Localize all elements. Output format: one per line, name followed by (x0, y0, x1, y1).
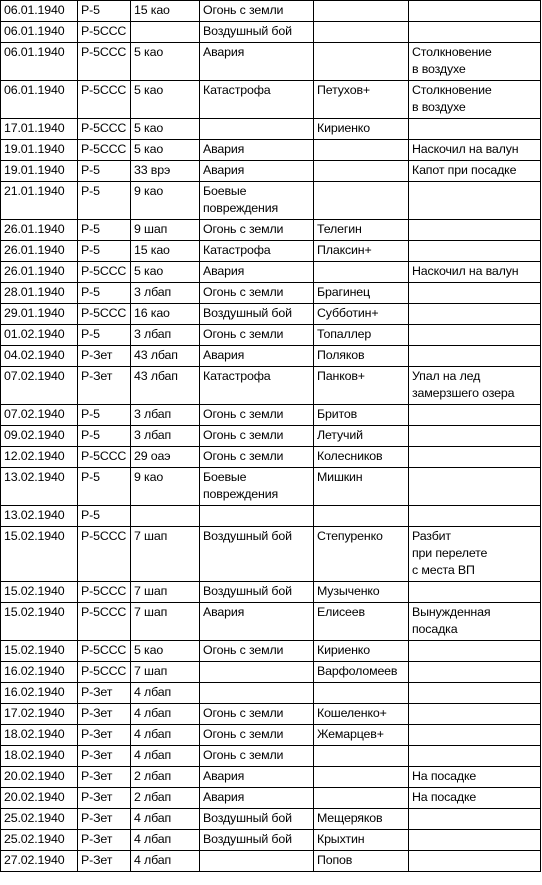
pilot-cell (314, 262, 409, 283)
date-cell: 12.02.1940 (1, 447, 78, 468)
date-cell: 07.02.1940 (1, 367, 78, 405)
unit-cell: 3 лбап (131, 405, 200, 426)
note-cell (409, 809, 541, 830)
cause-cell: Катастрофа (200, 241, 314, 262)
aircraft-type-cell: Р-Зет (78, 367, 131, 405)
cause-cell: Огонь с земли (200, 426, 314, 447)
note-cell: Капот при посадке (409, 161, 541, 182)
unit-cell: 15 као (131, 1, 200, 22)
aircraft-type-cell: Р-5ССС (78, 662, 131, 683)
unit-cell: 4 лбап (131, 683, 200, 704)
cause-cell: Боевые повреждения (200, 468, 314, 506)
cause-cell (200, 119, 314, 140)
cause-cell: Огонь с земли (200, 725, 314, 746)
date-cell: 04.02.1940 (1, 346, 78, 367)
table-row (1, 603, 541, 641)
unit-cell: 43 лбап (131, 367, 200, 405)
pilot-cell (314, 683, 409, 704)
pilot-cell: Варфоломеев (314, 662, 409, 683)
table-row (1, 527, 541, 582)
table-row (1, 367, 541, 405)
unit-cell: 5 као (131, 119, 200, 140)
unit-cell: 4 лбап (131, 725, 200, 746)
date-cell: 21.01.1940 (1, 182, 78, 220)
aircraft-type-cell: Р-5ССС (78, 22, 131, 43)
cause-cell: Авария (200, 140, 314, 161)
note-cell: На посадке (409, 788, 541, 809)
unit-cell: 5 као (131, 43, 200, 81)
date-cell: 25.02.1940 (1, 830, 78, 851)
cause-cell: Огонь с земли (200, 220, 314, 241)
aircraft-type-cell: Р-5 (78, 405, 131, 426)
pilot-cell: Колесников (314, 447, 409, 468)
aircraft-type-cell: Р-5ССС (78, 81, 131, 119)
table-row (1, 725, 541, 746)
pilot-cell: Бритов (314, 405, 409, 426)
aircraft-type-cell: Р-5 (78, 182, 131, 220)
note-cell: Упал на лед замерзшего озера (409, 367, 541, 405)
date-cell: 15.02.1940 (1, 582, 78, 603)
cause-cell: Воздушный бой (200, 809, 314, 830)
pilot-cell: Попов (314, 851, 409, 872)
note-cell (409, 830, 541, 851)
note-cell (409, 346, 541, 367)
aircraft-type-cell: Р-5 (78, 426, 131, 447)
aircraft-type-cell: Р-Зет (78, 809, 131, 830)
cause-cell: Катастрофа (200, 367, 314, 405)
cause-cell: Воздушный бой (200, 527, 314, 582)
pilot-cell: Мещеряков (314, 809, 409, 830)
aircraft-type-cell: Р-Зет (78, 788, 131, 809)
table-row (1, 405, 541, 426)
aircraft-type-cell: Р-Зет (78, 346, 131, 367)
unit-cell: 5 као (131, 81, 200, 119)
note-cell (409, 506, 541, 527)
date-cell: 06.01.1940 (1, 22, 78, 43)
pilot-cell: Жемарцев+ (314, 725, 409, 746)
cause-cell: Воздушный бой (200, 304, 314, 325)
table-row (1, 447, 541, 468)
aircraft-type-cell: Р-Зет (78, 704, 131, 725)
date-cell: 17.01.1940 (1, 119, 78, 140)
date-cell: 13.02.1940 (1, 506, 78, 527)
pilot-cell: Музыченко (314, 582, 409, 603)
table-row (1, 304, 541, 325)
date-cell: 25.02.1940 (1, 809, 78, 830)
date-cell: 19.01.1940 (1, 161, 78, 182)
aircraft-type-cell: Р-5ССС (78, 304, 131, 325)
aircraft-type-cell: Р-5 (78, 325, 131, 346)
note-cell (409, 704, 541, 725)
aircraft-type-cell: Р-5 (78, 283, 131, 304)
unit-cell: 29 оаэ (131, 447, 200, 468)
table-row (1, 809, 541, 830)
cause-cell: Огонь с земли (200, 1, 314, 22)
pilot-cell (314, 1, 409, 22)
pilot-cell: Кошеленко+ (314, 704, 409, 725)
date-cell: 20.02.1940 (1, 767, 78, 788)
unit-cell: 7 шап (131, 662, 200, 683)
table-row (1, 767, 541, 788)
aircraft-type-cell: Р-5 (78, 220, 131, 241)
aircraft-type-cell: Р-5ССС (78, 119, 131, 140)
pilot-cell: Мишкин (314, 468, 409, 506)
table-row (1, 506, 541, 527)
unit-cell: 15 као (131, 241, 200, 262)
date-cell: 19.01.1940 (1, 140, 78, 161)
pilot-cell: Плаксин+ (314, 241, 409, 262)
table-row (1, 830, 541, 851)
aircraft-type-cell: Р-5ССС (78, 262, 131, 283)
aircraft-type-cell: Р-5 (78, 1, 131, 22)
table-row (1, 241, 541, 262)
unit-cell: 7 шап (131, 582, 200, 603)
aircraft-type-cell: Р-5ССС (78, 43, 131, 81)
date-cell: 09.02.1940 (1, 426, 78, 447)
table-row (1, 641, 541, 662)
cause-cell (200, 506, 314, 527)
unit-cell: 4 лбап (131, 704, 200, 725)
date-cell: 18.02.1940 (1, 725, 78, 746)
date-cell: 26.01.1940 (1, 220, 78, 241)
cause-cell: Авария (200, 603, 314, 641)
note-cell (409, 119, 541, 140)
aircraft-type-cell: Р-Зет (78, 683, 131, 704)
aircraft-type-cell: Р-5ССС (78, 641, 131, 662)
note-cell: Наскочил на валун (409, 140, 541, 161)
date-cell: 06.01.1940 (1, 43, 78, 81)
note-cell: Столкновение в воздухе (409, 43, 541, 81)
date-cell: 20.02.1940 (1, 788, 78, 809)
cause-cell: Воздушный бой (200, 582, 314, 603)
note-cell (409, 325, 541, 346)
date-cell: 15.02.1940 (1, 603, 78, 641)
note-cell (409, 22, 541, 43)
cause-cell (200, 662, 314, 683)
date-cell: 28.01.1940 (1, 283, 78, 304)
aircraft-type-cell: Р-5ССС (78, 603, 131, 641)
note-cell (409, 683, 541, 704)
note-cell: Наскочил на валун (409, 262, 541, 283)
date-cell: 18.02.1940 (1, 746, 78, 767)
table-row (1, 119, 541, 140)
note-cell (409, 241, 541, 262)
cause-cell: Авария (200, 346, 314, 367)
cause-cell: Авария (200, 262, 314, 283)
aircraft-type-cell: Р-5ССС (78, 582, 131, 603)
date-cell: 06.01.1940 (1, 81, 78, 119)
date-cell: 26.01.1940 (1, 262, 78, 283)
aircraft-type-cell: Р-Зет (78, 851, 131, 872)
pilot-cell (314, 746, 409, 767)
note-cell: На посадке (409, 767, 541, 788)
aircraft-type-cell: Р-5 (78, 241, 131, 262)
loss-table-body (1, 1, 541, 872)
table-row (1, 81, 541, 119)
pilot-cell: Кириенко (314, 641, 409, 662)
note-cell (409, 725, 541, 746)
cause-cell: Огонь с земли (200, 746, 314, 767)
aircraft-type-cell: Р-5 (78, 468, 131, 506)
pilot-cell (314, 140, 409, 161)
note-cell (409, 468, 541, 506)
pilot-cell: Субботин+ (314, 304, 409, 325)
note-cell (409, 851, 541, 872)
aircraft-type-cell: Р-Зет (78, 767, 131, 788)
date-cell: 06.01.1940 (1, 1, 78, 22)
unit-cell: 3 лбап (131, 426, 200, 447)
pilot-cell: Брагинец (314, 283, 409, 304)
unit-cell: 2 лбап (131, 788, 200, 809)
table-row (1, 683, 541, 704)
table-row (1, 262, 541, 283)
aircraft-type-cell: Р-5 (78, 161, 131, 182)
cause-cell: Огонь с земли (200, 405, 314, 426)
aircraft-type-cell: Р-Зет (78, 746, 131, 767)
pilot-cell: Поляков (314, 346, 409, 367)
pilot-cell (314, 161, 409, 182)
pilot-cell (314, 43, 409, 81)
table-row (1, 468, 541, 506)
table-row (1, 1, 541, 22)
date-cell: 29.01.1940 (1, 304, 78, 325)
unit-cell: 4 лбап (131, 809, 200, 830)
table-row (1, 22, 541, 43)
aircraft-type-cell: Р-5ССС (78, 447, 131, 468)
pilot-cell: Панков+ (314, 367, 409, 405)
unit-cell: 4 лбап (131, 830, 200, 851)
note-cell (409, 746, 541, 767)
note-cell: Вынужденная посадка (409, 603, 541, 641)
cause-cell: Огонь с земли (200, 325, 314, 346)
table-row (1, 851, 541, 872)
unit-cell: 4 лбап (131, 851, 200, 872)
date-cell: 16.02.1940 (1, 662, 78, 683)
unit-cell: 7 шап (131, 527, 200, 582)
unit-cell: 9 као (131, 468, 200, 506)
note-cell (409, 426, 541, 447)
note-cell: Столкновение в воздухе (409, 81, 541, 119)
unit-cell: 3 лбап (131, 283, 200, 304)
note-cell (409, 1, 541, 22)
unit-cell: 3 лбап (131, 325, 200, 346)
cause-cell: Боевые повреждения (200, 182, 314, 220)
note-cell (409, 220, 541, 241)
table-row (1, 346, 541, 367)
table-row (1, 182, 541, 220)
note-cell (409, 641, 541, 662)
cause-cell: Авария (200, 43, 314, 81)
cause-cell: Авария (200, 788, 314, 809)
table-row (1, 140, 541, 161)
pilot-cell (314, 182, 409, 220)
pilot-cell: Телегин (314, 220, 409, 241)
pilot-cell (314, 788, 409, 809)
cause-cell: Огонь с земли (200, 641, 314, 662)
aircraft-type-cell: Р-5 (78, 506, 131, 527)
note-cell (409, 304, 541, 325)
date-cell: 15.02.1940 (1, 527, 78, 582)
date-cell: 13.02.1940 (1, 468, 78, 506)
pilot-cell: Кириенко (314, 119, 409, 140)
cause-cell: Огонь с земли (200, 283, 314, 304)
aircraft-type-cell: Р-5ССС (78, 527, 131, 582)
cause-cell: Огонь с земли (200, 447, 314, 468)
unit-cell: 43 лбап (131, 346, 200, 367)
date-cell: 01.02.1940 (1, 325, 78, 346)
date-cell: 17.02.1940 (1, 704, 78, 725)
table-row (1, 283, 541, 304)
pilot-cell (314, 22, 409, 43)
unit-cell: 9 као (131, 182, 200, 220)
table-row (1, 788, 541, 809)
cause-cell: Воздушный бой (200, 22, 314, 43)
unit-cell: 4 лбап (131, 746, 200, 767)
date-cell: 15.02.1940 (1, 641, 78, 662)
pilot-cell: Топаллер (314, 325, 409, 346)
pilot-cell (314, 767, 409, 788)
unit-cell: 9 шап (131, 220, 200, 241)
note-cell (409, 447, 541, 468)
note-cell (409, 582, 541, 603)
cause-cell: Катастрофа (200, 81, 314, 119)
table-row (1, 662, 541, 683)
table-row (1, 704, 541, 725)
cause-cell: Авария (200, 767, 314, 788)
note-cell: Разбит при перелете с места ВП (409, 527, 541, 582)
note-cell (409, 405, 541, 426)
unit-cell: 33 врэ (131, 161, 200, 182)
table-row (1, 426, 541, 447)
unit-cell: 16 као (131, 304, 200, 325)
pilot-cell: Летучий (314, 426, 409, 447)
aircraft-type-cell: Р-5ССС (78, 140, 131, 161)
date-cell: 26.01.1940 (1, 241, 78, 262)
note-cell (409, 283, 541, 304)
pilot-cell: Елисеев (314, 603, 409, 641)
cause-cell (200, 851, 314, 872)
unit-cell: 5 као (131, 140, 200, 161)
aircraft-type-cell: Р-Зет (78, 725, 131, 746)
unit-cell: 2 лбап (131, 767, 200, 788)
cause-cell: Огонь с земли (200, 704, 314, 725)
cause-cell: Воздушный бой (200, 830, 314, 851)
unit-cell: 5 као (131, 641, 200, 662)
unit-cell: 5 као (131, 262, 200, 283)
cause-cell: Авария (200, 161, 314, 182)
date-cell: 07.02.1940 (1, 405, 78, 426)
unit-cell (131, 506, 200, 527)
table-row (1, 746, 541, 767)
unit-cell: 7 шап (131, 603, 200, 641)
pilot-cell: Петухов+ (314, 81, 409, 119)
table-row (1, 43, 541, 81)
date-cell: 27.02.1940 (1, 851, 78, 872)
table-row (1, 325, 541, 346)
pilot-cell: Крыхтин (314, 830, 409, 851)
table-row (1, 582, 541, 603)
pilot-cell (314, 506, 409, 527)
date-cell: 16.02.1940 (1, 683, 78, 704)
note-cell (409, 182, 541, 220)
aircraft-type-cell: Р-Зет (78, 830, 131, 851)
pilot-cell: Степуренко (314, 527, 409, 582)
unit-cell (131, 22, 200, 43)
cause-cell (200, 683, 314, 704)
table-row (1, 161, 541, 182)
table-row (1, 220, 541, 241)
note-cell (409, 662, 541, 683)
